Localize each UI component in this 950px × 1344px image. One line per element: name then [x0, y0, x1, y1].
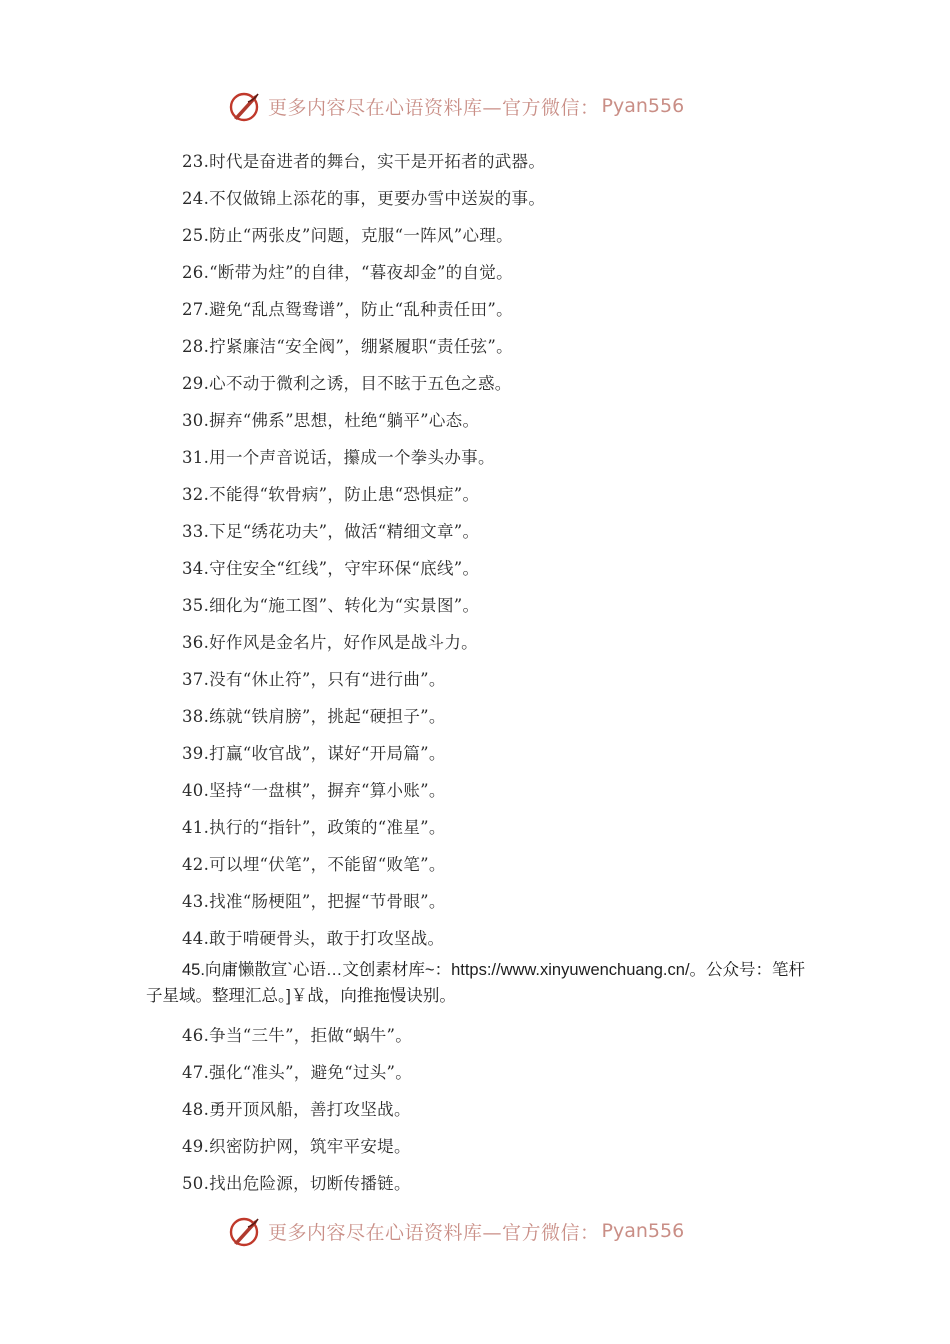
list-item: 31.用一个声音说话，攥成一个拳头办事。: [182, 448, 495, 467]
list-item: 49.织密防护网，筑牢平安堤。: [182, 1137, 411, 1156]
list-item: 29.心不动于微利之诱，目不眩于五色之惑。: [182, 374, 512, 393]
list-item: 50.找出危险源，切断传播链。: [182, 1174, 411, 1193]
list-item: 24.不仅做锦上添花的事，更要办雪中送炭的事。: [182, 189, 546, 208]
list-item: 43.找准“肠梗阻”，把握“节骨眼”。: [182, 892, 446, 911]
list-item: 40.坚持“一盘棋”，摒弃“算小账”。: [182, 781, 446, 800]
list-item: 38.练就“铁肩膀”，挑起“硬担子”。: [182, 707, 446, 726]
list-item: 41.执行的“指针”，政策的“准星”。: [182, 818, 446, 837]
list-item: 30.摒弃“佛系”思想，杜绝“躺平”心态。: [182, 411, 480, 430]
pen-logo-icon: [228, 1213, 264, 1249]
list-item: 44.敢于啃硬骨头，敢于打攻坚战。: [182, 929, 445, 948]
banner-text: 更多内容尽在心语资料库—官方微信：: [268, 1221, 600, 1244]
list-item: 48.勇开顶风船，善打攻坚战。: [182, 1100, 411, 1119]
list-item: 26.“断带为炷”的自律，“暮夜却金”的自觉。: [182, 263, 513, 282]
pen-logo-icon: [228, 88, 264, 124]
footer-banner: [228, 1211, 728, 1251]
list-item-watermarked: 45.向庸懒散宣`心语…文创素材库~：https://www.xinyuwenchuang.cn/。公众号：笔杆子星域。整理汇总。]￥战，向推拖慢诀别。: [146, 961, 806, 1005]
banner-wechat-id: Pyan556: [601, 95, 685, 117]
list-item: 42.可以埋“伏笔”，不能留“败笔”。: [182, 855, 446, 874]
banner-wechat-id: Pyan556: [601, 1220, 685, 1242]
header-banner: [228, 86, 728, 126]
list-item: 33.下足“绣花功夫”，做活“精细文章”。: [182, 522, 480, 541]
list-item: 47.强化“准头”，避免“过头”。: [182, 1063, 413, 1082]
list-item: 27.避免“乱点鸳鸯谱”，防止“乱种责任田”。: [182, 300, 513, 319]
list-item: 37.没有“休止符”，只有“进行曲”。: [182, 670, 446, 689]
list-item: 39.打赢“收官战”，谋好“开局篇”。: [182, 744, 446, 763]
list-item: 28.拧紧廉洁“安全阀”，绷紧履职“责任弦”。: [182, 337, 513, 356]
list-item: 35.细化为“施工图”、转化为“实景图”。: [182, 596, 480, 615]
list-item: 23.时代是奋进者的舞台，实干是开拓者的武器。: [182, 152, 546, 171]
banner-text: 更多内容尽在心语资料库—官方微信：: [268, 96, 600, 119]
list-item: 34.守住安全“红线”，守牢环保“底线”。: [182, 559, 480, 578]
list-item: 32.不能得“软骨病”，防止患“恐惧症”。: [182, 485, 480, 504]
list-item: 46.争当“三牛”，拒做“蜗牛”。: [182, 1026, 413, 1045]
list-item: 25.防止“两张皮”问题，克服“一阵风”心理。: [182, 226, 513, 245]
list-item: 36.好作风是金名片，好作风是战斗力。: [182, 633, 478, 652]
